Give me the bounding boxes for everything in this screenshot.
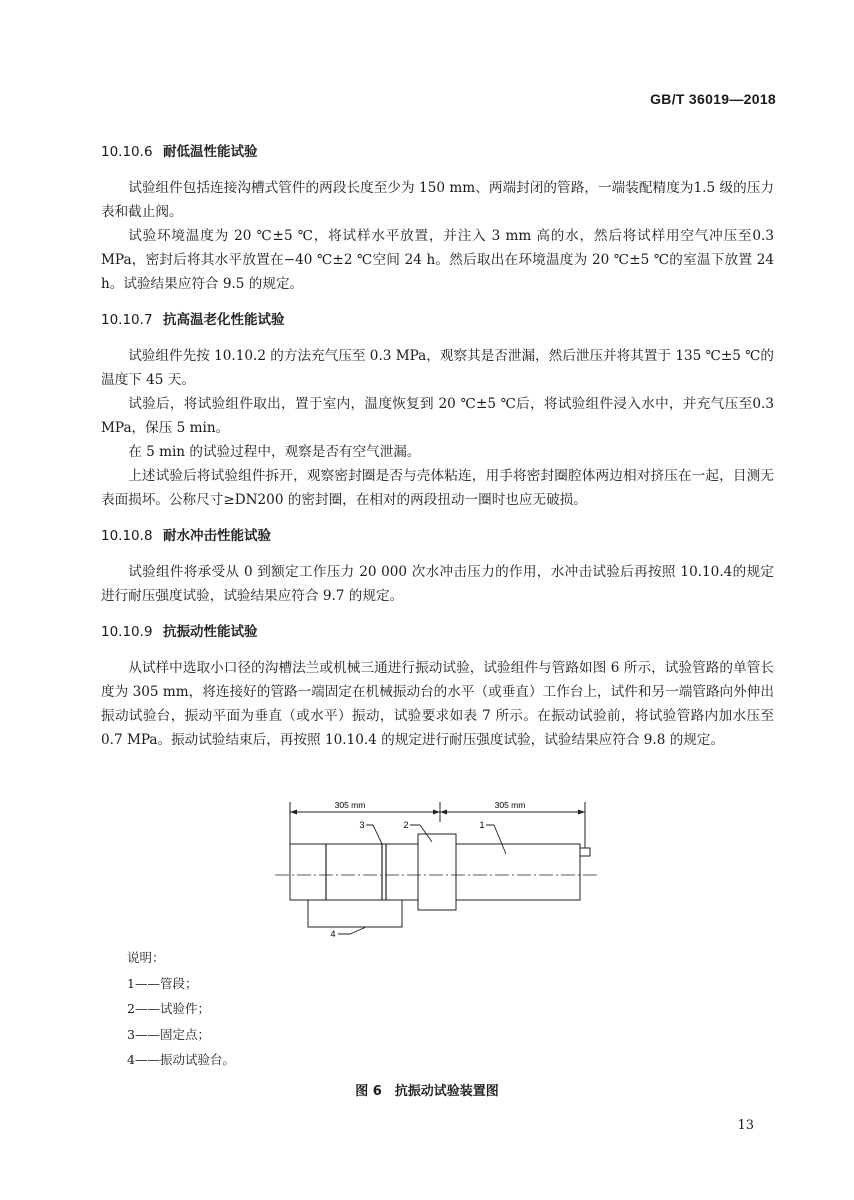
page-number: 13 xyxy=(737,1118,754,1133)
dimension-right-label: 305 mm xyxy=(494,800,526,810)
paragraph: 试验环境温度为 20 ℃±5 ℃，将试样水平放置，并注入 3 mm 高的水，然后将试样用空气冲压至0.3 MPa，密封后将其水平放置在−40 ℃±2 ℃空间 24 h。然后取出在环境温度为 20 ℃±5 ℃的室温下放置 24 h。试验结果应符合 9.5 的规定。 xyxy=(101,228,774,292)
section-number: 10.10.7 xyxy=(101,312,153,328)
section-heading-10-10-8 xyxy=(101,524,774,548)
legend-title: 说明： xyxy=(127,950,165,965)
legend-item: 4——振动试验台。 xyxy=(127,1052,235,1067)
figure-legend xyxy=(127,945,235,1073)
callout-leader-4 xyxy=(338,927,366,934)
callout-leader-3 xyxy=(366,825,382,844)
paragraph: 试验后，将试验组件取出，置于室内，温度恢复到 20 ℃±5 ℃后，将试验组件浸入水中，并充气压至0.3 MPa，保压 5 min。 xyxy=(101,396,774,436)
callout-label-4: 4 xyxy=(330,929,336,939)
pipe-segment-right xyxy=(456,844,580,900)
test-piece xyxy=(418,834,456,910)
callout-label-1: 1 xyxy=(479,820,485,830)
vibration-table xyxy=(308,900,402,927)
section-title: 耐水冲击性能试验 xyxy=(163,528,271,544)
paragraph: 试验组件将承受从 0 到额定工作压力 20 000 次水冲击压力的作用，水冲击试验后再按照 10.10.4的规定进行耐压强度试验，试验结果应符合 9.7 的规定。 xyxy=(101,564,774,604)
legend-item: 2——试验件； xyxy=(127,1001,210,1016)
vibration-test-diagram xyxy=(270,796,600,946)
legend-item: 3——固定点； xyxy=(127,1026,210,1042)
section-title: 抗高温老化性能试验 xyxy=(163,312,285,328)
paragraph: 上述试验后将试验组件拆开，观察密封圈是否与壳体粘连，用手将密封圈腔体两边相对挤压在一起，目测无表面损坏。公称尺寸≥DN200 的密封圈，在相对的两段扭动一圈时也应无破损。 xyxy=(101,468,774,508)
section-number: 10.10.9 xyxy=(101,624,153,640)
section-heading-10-10-6 xyxy=(101,140,774,164)
section-title: 耐低温性能试验 xyxy=(163,144,258,160)
document-body xyxy=(101,140,774,752)
dimension-left-label: 305 mm xyxy=(334,800,366,810)
section-title: 抗振动性能试验 xyxy=(163,624,258,640)
callout-label-3: 3 xyxy=(359,820,365,830)
section-heading-10-10-9 xyxy=(101,620,774,644)
legend-item: 1——管段； xyxy=(127,975,198,991)
paragraph: 从试样中选取小口径的沟槽法兰或机械三通进行振动试验，试验组件与管路如图 6 所示，试验管路的单管长度为 305 mm，将连接好的管路一端固定在机械振动台的水平（或垂直）工作台上，试件和另一端管路向外伸出振动试验台，振动平面为垂直（或水平）振动，试验要求如表 7 所示。在振动试验前，将试验管路内加水压至 0.7 MPa。振动试验结束后，再按照 10.10.4 的规定进行耐压强度试验，试验结果应符合 9.8 的规定。 xyxy=(101,660,774,748)
pipe-segment-left xyxy=(290,844,418,900)
standard-code: GB/T 36019—2018 xyxy=(650,91,776,107)
paragraph: 试验组件包括连接沟槽式管件的两段长度至少为 150 mm、两端封闭的管路，一端装配精度为1.5 级的压力表和截止阀。 xyxy=(101,180,774,220)
section-number: 10.10.8 xyxy=(101,528,153,544)
section-heading-10-10-7 xyxy=(101,308,774,332)
paragraph: 试验组件先按 10.10.2 的方法充气压至 0.3 MPa，观察其是否泄漏，然后泄压并将其置于 135 ℃±5 ℃的温度下 45 天。 xyxy=(101,348,774,388)
paragraph: 在 5 min 的试验过程中，观察是否有空气泄漏。 xyxy=(128,444,421,460)
callout-label-2: 2 xyxy=(403,820,409,830)
section-number: 10.10.6 xyxy=(101,144,153,160)
pipe-end-cap xyxy=(580,848,590,856)
figure-caption: 图 6 抗振动试验装置图 xyxy=(355,1084,499,1099)
